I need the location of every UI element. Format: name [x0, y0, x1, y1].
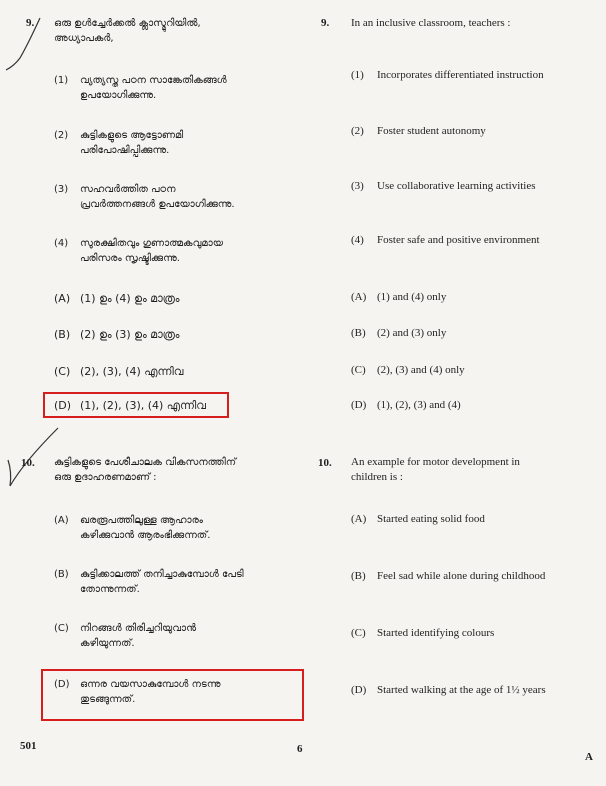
tick-mark-q9 [4, 14, 44, 74]
option-text: കുട്ടിക്കാലത്ത് തനിച്ചാകുമ്പോൾ പേടി [80, 569, 244, 580]
q9-stem-english: In an inclusive classroom, teachers : [351, 17, 511, 29]
statement-label: (1) [351, 69, 364, 81]
q9-stem-malayalam [54, 16, 304, 46]
option-text: (2), (3) and (4) only [377, 364, 465, 376]
option-label: (B) [54, 569, 69, 580]
q10-option-c-eng[interactable] [351, 626, 603, 641]
option-label: (B) [54, 328, 71, 341]
q9-stem-mal-line2: അധ്യാപകർ, [54, 33, 114, 44]
option-text-cont: കഴിയുന്നത്. [80, 638, 135, 649]
q9-statement-3-eng [351, 179, 601, 194]
option-label: (A) [54, 292, 71, 305]
statement-text: Incorporates differentiated instruction [377, 69, 544, 81]
q9-option-d-eng[interactable] [351, 399, 461, 411]
statement-label: (3) [54, 184, 69, 195]
q9-statement-1-eng [351, 68, 601, 83]
q10-option-d-mal[interactable] [54, 677, 299, 707]
option-text: ഖരരൂപത്തിലുള്ള ആഹാരം [80, 515, 203, 526]
option-text: (1), (2), (3), (4) എന്നിവ [80, 399, 206, 412]
footer-series: A [585, 751, 593, 763]
option-label: (D) [54, 399, 72, 412]
q9-statement-2-eng [351, 124, 601, 139]
q9-option-d-mal[interactable] [54, 398, 206, 413]
statement-text-cont: പരിസരം സൃഷ്ടിക്കുന്നു. [80, 253, 180, 264]
q10-number-english: 10. [318, 457, 332, 469]
option-text: (2) and (3) only [377, 327, 447, 339]
q10-option-a-mal[interactable] [54, 513, 304, 543]
statement-text: Foster student autonomy [377, 125, 486, 137]
q9-statement-3-mal [54, 182, 304, 212]
option-label: (C) [351, 364, 366, 376]
q9-option-c-eng[interactable] [351, 364, 465, 376]
option-label: (B) [351, 570, 366, 582]
option-label: (D) [351, 399, 367, 411]
option-label: (A) [351, 513, 367, 525]
option-text: (2) ഉം (3) ഉം മാത്രം [80, 328, 180, 341]
option-label: (C) [351, 627, 366, 639]
option-text: (1) ഉം (4) ഉം മാത്രം [80, 292, 180, 305]
footer-page-number: 6 [297, 743, 303, 755]
statement-text: സുരക്ഷിതവും ഗുണാത്മകവുമായ [80, 238, 223, 249]
option-text: ഒന്നര വയസാകുമ്പോൾ നടന്നു [80, 679, 221, 690]
statement-label: (4) [351, 234, 364, 246]
option-text: (1) and (4) only [377, 291, 447, 303]
statement-text: Foster safe and positive environment [377, 234, 540, 246]
option-label: (D) [54, 679, 70, 690]
option-text: നിറങ്ങൾ തിരിച്ചറിയുവാൻ [80, 623, 197, 634]
option-label: (A) [351, 291, 367, 303]
option-text: Started eating solid food [377, 513, 485, 525]
footer-code: 501 [20, 740, 37, 752]
q10-option-d-eng[interactable] [351, 683, 603, 698]
statement-text: വ്യത്യസ്ത പഠന സാങ്കേതികങ്ങൾ [80, 75, 227, 86]
q10-stem-mal-line2: ഒരു ഉദാഹരണമാണ് : [54, 472, 157, 483]
option-text-cont: തോന്നുന്നത്. [80, 584, 140, 595]
q9-option-c-mal[interactable] [54, 364, 183, 379]
option-text: Started identifying colours [377, 627, 495, 639]
statement-label: (1) [54, 75, 69, 86]
q9-option-a-mal[interactable] [54, 291, 180, 306]
statement-text-cont: പ്രവർത്തനങ്ങൾ ഉപയോഗിക്കുന്നു. [80, 199, 235, 210]
q9-statement-4-eng [351, 233, 603, 248]
q10-stem-mal-line1: കുട്ടികളുടെ പേശീചാലക വികസനത്തിന് [54, 457, 237, 468]
q9-number-english: 9. [321, 17, 330, 29]
q9-option-a-eng[interactable] [351, 291, 446, 303]
q10-option-b-mal[interactable] [54, 567, 314, 597]
option-text: (1), (2), (3) and (4) [377, 399, 461, 411]
q9-option-b-eng[interactable] [351, 327, 446, 339]
statement-text-cont: ഉപയോഗിക്കുന്നു. [80, 90, 157, 101]
q10-option-b-eng[interactable] [351, 569, 605, 584]
statement-label: (4) [54, 238, 69, 249]
statement-label: (2) [54, 130, 69, 141]
option-text-cont: കഴിക്കുവാൻ ആരംഭിക്കുന്നത്. [80, 530, 211, 541]
q9-number-malayalam: 9. [26, 17, 35, 29]
q9-statement-4-mal [54, 236, 304, 266]
q10-stem-eng-line1: An example for motor development in [351, 456, 520, 468]
q10-stem-malayalam [54, 455, 314, 485]
option-text: Started walking at the age of 1½ years [377, 684, 546, 696]
q10-option-a-eng[interactable] [351, 512, 603, 527]
statement-label: (3) [351, 180, 364, 192]
option-text: (2), (3), (4) എന്നിവ [80, 365, 184, 378]
option-label: (C) [54, 623, 69, 634]
statement-text: Use collaborative learning activities [377, 180, 536, 192]
q9-option-b-mal[interactable] [54, 327, 180, 342]
option-label: (B) [351, 327, 366, 339]
q10-number-malayalam: 10. [21, 457, 35, 469]
q10-stem-eng-line2: children is : [351, 471, 403, 483]
statement-text-cont: പരിപോഷിപ്പിക്കുന്നു. [80, 145, 170, 156]
statement-text: കുട്ടികളുടെ ആട്ടോണമി [80, 130, 184, 141]
option-label: (C) [54, 365, 71, 378]
statement-text: സഹവർത്തിത പഠന [80, 184, 176, 195]
option-label: (A) [54, 515, 69, 526]
q9-stem-mal-line1: ഒരു ഉൾച്ചേർക്കൽ ക്ലാസ്മുറിയിൽ, [54, 18, 201, 29]
option-text-cont: തുടങ്ങുന്നത്. [80, 694, 136, 705]
option-text: Feel sad while alone during childhood [377, 570, 546, 582]
q9-statement-2-mal [54, 128, 304, 158]
q9-statement-1-mal [54, 73, 304, 103]
option-label: (D) [351, 684, 367, 696]
q10-stem-english [351, 455, 603, 485]
q10-option-c-mal[interactable] [54, 621, 304, 651]
statement-label: (2) [351, 125, 364, 137]
